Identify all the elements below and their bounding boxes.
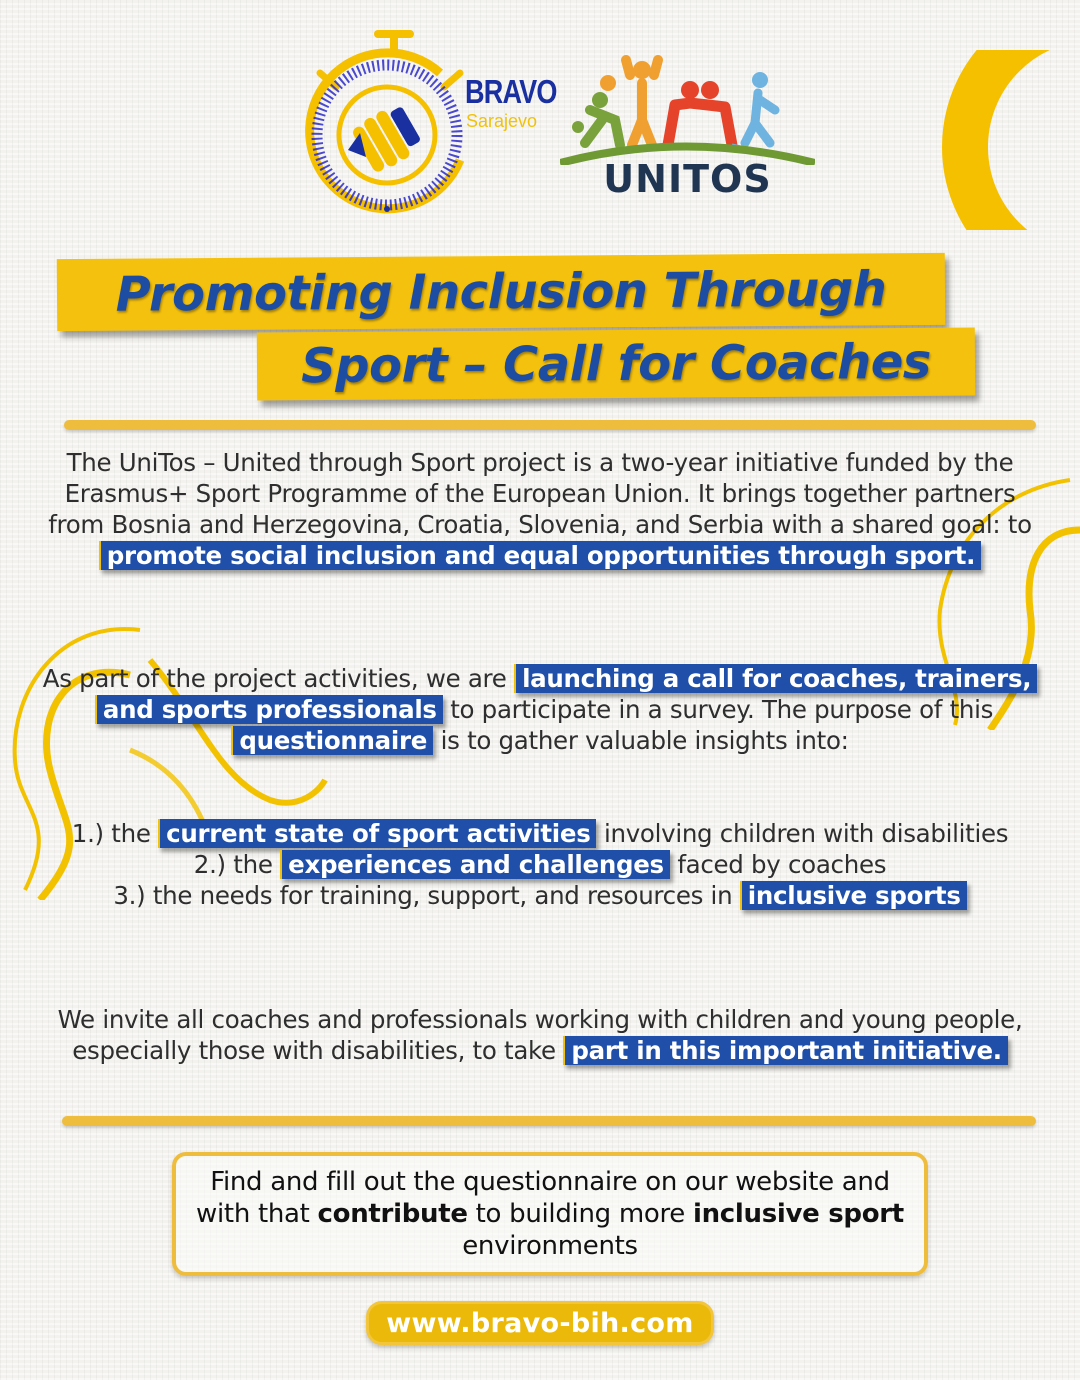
list-item-highlight: inclusive sports bbox=[740, 881, 967, 910]
call-highlight-1: launching a call for coaches, trainers, and sports professionals bbox=[95, 664, 1037, 724]
title-line-1: Promoting Inclusion Through bbox=[57, 253, 945, 331]
athletes-figures-icon bbox=[560, 45, 815, 165]
divider-bottom bbox=[62, 1116, 1036, 1126]
divider-top bbox=[64, 420, 1036, 430]
unitos-name: UNITOS bbox=[603, 157, 772, 201]
call-text-3: is to gather valuable insights into: bbox=[440, 726, 849, 755]
unitos-logo bbox=[560, 45, 815, 210]
page-title bbox=[0, 250, 1080, 400]
cta-text: Find and fill out the questionnaire on our website and with that contribute to building more inclusive sport environments bbox=[196, 1167, 904, 1261]
bravo-logo bbox=[300, 25, 575, 225]
cta-box bbox=[172, 1152, 928, 1276]
list-item-highlight: current state of sport activities bbox=[158, 819, 596, 848]
cta-bold-contribute: contribute bbox=[317, 1199, 468, 1229]
call-text-2: to participate in a survey. The purpose of this bbox=[450, 695, 994, 724]
call-text-1: As part of the project activities, we are bbox=[42, 664, 507, 693]
bravo-name: BRAVO bbox=[465, 73, 557, 110]
intro-paragraph bbox=[45, 447, 1035, 571]
call-highlight-2: questionnaire bbox=[231, 726, 433, 755]
list-item: 2.) the experiences and challenges faced by coaches bbox=[193, 850, 887, 879]
decorative-ring bbox=[920, 50, 1080, 230]
cta-bold-inclusive: inclusive sport bbox=[692, 1199, 904, 1229]
invite-paragraph bbox=[30, 1004, 1050, 1066]
website-link[interactable]: www.bravo-bih.com bbox=[366, 1301, 714, 1345]
list-item: 3.) the needs for training, support, and resources in inclusive sports bbox=[30, 880, 1050, 911]
list-item: 1.) the current state of sport activities involving children with disabilities bbox=[71, 819, 1009, 848]
list-item-highlight: experiences and challenges bbox=[280, 850, 670, 879]
title-line-2: Sport – Call for Coaches bbox=[257, 327, 975, 400]
intro-text: The UniTos – United through Sport project is a two-year initiative funded by the Erasmus+ Sport Programme of the European Union. It brings together partners from Bosnia and Herzegovina, Croatia, Slovenia, and Serbia with a shared goal: to bbox=[48, 448, 1032, 539]
intro-highlight: promote social inclusion and equal opportunities through sport. bbox=[99, 541, 981, 570]
call-paragraph bbox=[30, 663, 1050, 756]
invite-text: We invite all coaches and professionals working with children and young people, especially those with disabilities, to take bbox=[57, 1005, 1023, 1065]
bravo-city: Sarajevo bbox=[466, 111, 538, 131]
invite-highlight: part in this important initiative. bbox=[563, 1036, 1007, 1065]
stopwatch-bee-icon bbox=[300, 25, 470, 225]
insights-list bbox=[30, 818, 1050, 911]
